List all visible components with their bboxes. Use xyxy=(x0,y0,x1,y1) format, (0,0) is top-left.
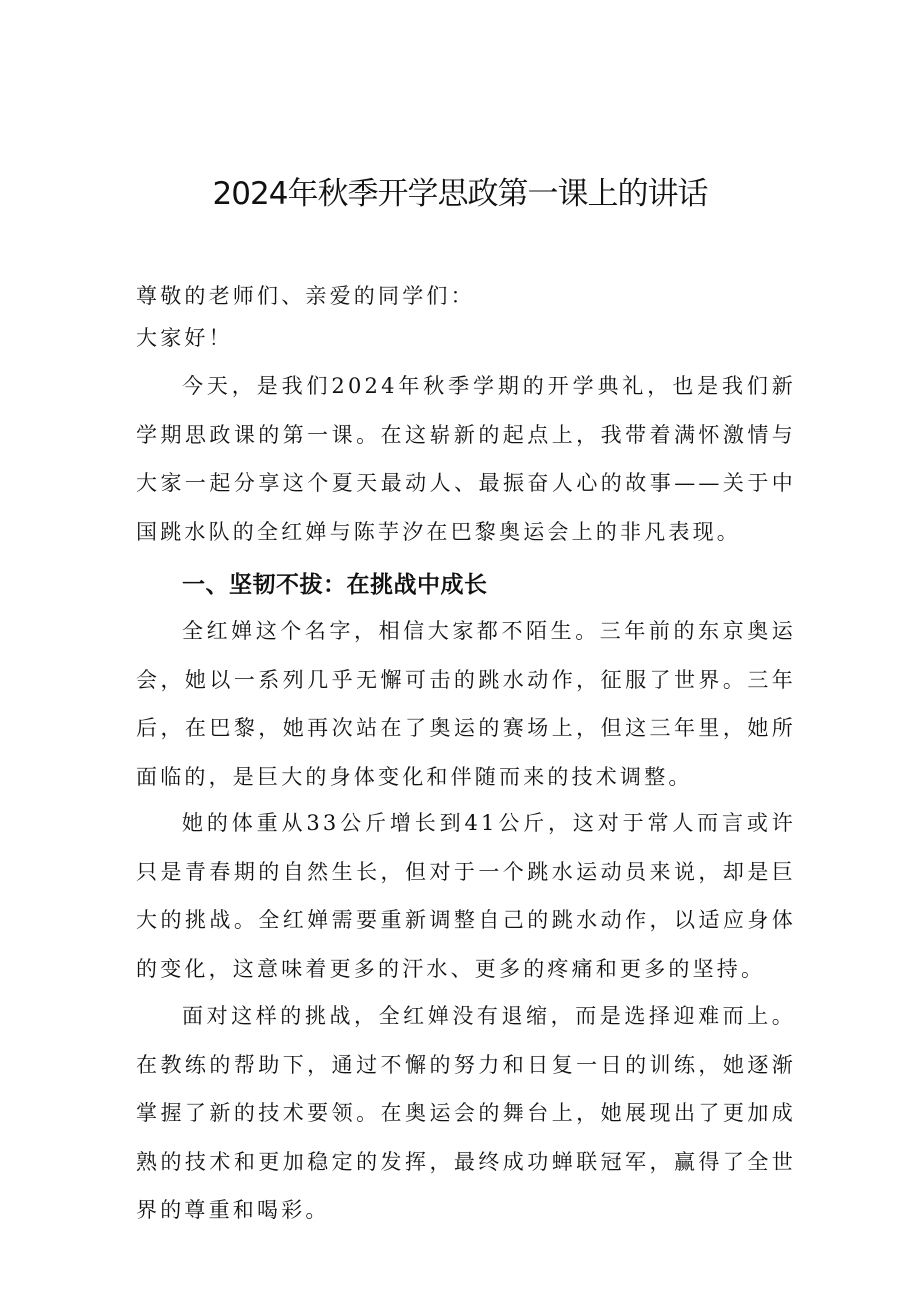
section-heading-1: 一、坚韧不拔：在挑战中成长 xyxy=(182,572,488,598)
salutation: 尊敬的老师们、亲爱的同学们： xyxy=(136,284,475,308)
greeting: 大家好！ xyxy=(136,326,233,350)
body-paragraph: 她的体重从33公斤增长到41公斤，这对于常人而言或许只是青春期的自然生长，但对于一个跳水运动员来说，却是巨大的挑战。全红婵需要重新调整自己的跳水动作，以适应身体的变化，这意味着更多的汗水、更多的疼痛和更多的坚持。 xyxy=(136,811,796,981)
document-title: 2024年秋季开学思政第一课上的讲话 xyxy=(212,176,708,212)
body-paragraph: 全红婵这个名字，相信大家都不陌生。三年前的东京奥运会，她以一系列几乎无懈可击的跳水动作，征服了世界。三年后，在巴黎，她再次站在了奥运的赛场上，但这三年里，她所面临的，是巨大的身体变化和伴随而来的技术调整。 xyxy=(136,619,796,789)
body-paragraph: 面对这样的挑战，全红婵没有退缩，而是选择迎难而上。在教练的帮助下，通过不懈的努力和日复一日的训练，她逐渐掌握了新的技术要领。在奥运会的舞台上，她展现出了更加成熟的技术和更加稳定的发挥，最终成功蝉联冠军，赢得了全世界的尊重和喝彩。 xyxy=(136,1004,796,1223)
intro-paragraph: 今天，是我们2024年秋季学期的开学典礼，也是我们新学期思政课的第一课。在这崭新的起点上，我带着满怀激情与大家一起分享这个夏天最动人、最振奋人心的故事——关于中国跳水队的全红婵与陈芋汐在巴黎奥运会上的非凡表现。 xyxy=(136,374,796,544)
